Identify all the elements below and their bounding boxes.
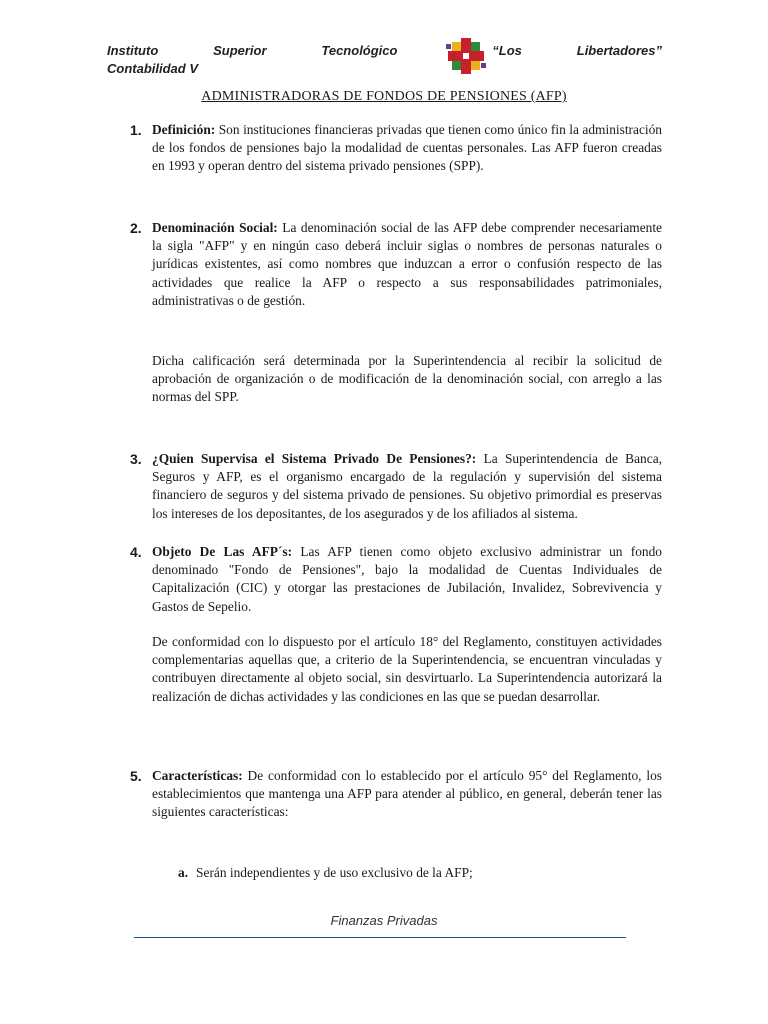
item-number: 5. — [130, 768, 142, 784]
item-label: Características: — [152, 768, 243, 783]
item-number: 2. — [130, 220, 142, 236]
item-label: Definición: — [152, 122, 216, 137]
item-body — [152, 543, 662, 616]
document-title: ADMINISTRADORAS DE FONDOS DE PENSIONES (AFP) — [201, 89, 567, 104]
list-item-caracteristicas — [130, 767, 662, 822]
footer-divider — [134, 937, 626, 938]
item-label: Objeto De Las AFP´s: — [152, 544, 293, 559]
document-header — [107, 42, 662, 78]
sublist-text: Serán independientes y de uso exclusivo de la AFP; — [196, 865, 473, 880]
header-line-1 — [107, 42, 662, 60]
item-text: Las AFP tienen como objeto exclusivo administrar un fondo denominado "Fondo de Pensiones", bajo la modalidad de Cuentas Individuales de Capitalización (CIC) y otorgar las prestaciones de Jubilación, Invalidez, Sobrevivencia y Gastos de Sepelio. — [152, 544, 662, 614]
item-body — [152, 767, 662, 822]
item-text: De conformidad con lo establecido por el artículo 95° del Reglamento, los establecimientos que mantenga una AFP para atender al público, en general, deberán tener las siguientes características: — [152, 768, 662, 820]
item-number: 1. — [130, 122, 142, 138]
sublist-item — [178, 864, 658, 882]
list-item-objeto — [130, 543, 662, 616]
sublist-letter: a. — [178, 865, 189, 880]
item-body — [152, 121, 662, 176]
header-word: Tecnológico — [321, 43, 398, 58]
item-body — [152, 219, 662, 310]
header-word: “Los — [492, 43, 522, 58]
item-text: Son instituciones financieras privadas que tienen como único fin la administración de los fondos de pensiones bajo la modalidad de cuentas personales. Las AFP fueron creadas en 1993 y operan dentro del sistema privado pensiones (SPP). — [152, 122, 662, 174]
item-label: Denominación Social: — [152, 220, 278, 235]
header-word: Superior — [213, 43, 267, 58]
header-word: Libertadores” — [576, 43, 662, 58]
list-item-supervision — [130, 450, 662, 523]
item-number: 3. — [130, 451, 142, 467]
list-item-denominacion-social — [130, 219, 662, 310]
paragraph-actividades-complementarias: De conformidad con lo dispuesto por el artículo 18° del Reglamento, constituyen actividades complementarias aquellas que, a criterio de la Superintendencia, se encuentran vinculadas y contribuyen directamente al objeto social, sin desvirtuarlo. La Superintendencia autorizará la realización de dichas actividades y las condiciones en las que se puedan desarrollar. — [152, 634, 662, 704]
header-word: Instituto — [107, 43, 159, 58]
list-item-definicion — [130, 121, 662, 176]
institute-logo-icon — [446, 36, 486, 76]
item-number: 4. — [130, 544, 142, 560]
paragraph-calificacion: Dicha calificación será determinada por la Superintendencia al recibir la solicitud de aprobación de organización o de modificación de la denominación social, con arreglo a las normas del SPP. — [152, 353, 662, 405]
item-text: La Superintendencia de Banca, Seguros y AFP, es el organismo encargado de la regulación y supervisión del sistema financiero de seguros y del sistema privado de pensiones. Su objetivo primordial es preservas los intereses de los depositantes, de los asegurados y de los afiliados al sistema. — [152, 451, 662, 521]
item-text: La denominación social de las AFP debe comprender necesariamente la sigla "AFP" y en ningún caso deberá incluir siglas o nombres de personas naturales o jurídicas existentes, así como nombres que induzcan a error o confusión respecto de las actividades que realice la AFP o respecto a sus responsabilidades patrimoniales, administrativas o de gestión. — [152, 220, 663, 308]
item-label: ¿Quien Supervisa el Sistema Privado De Pensiones?: — [152, 451, 477, 466]
page-footer: Finanzas Privadas — [330, 913, 438, 928]
item-body — [152, 450, 662, 523]
header-line-2: Contabilidad V — [107, 61, 198, 76]
